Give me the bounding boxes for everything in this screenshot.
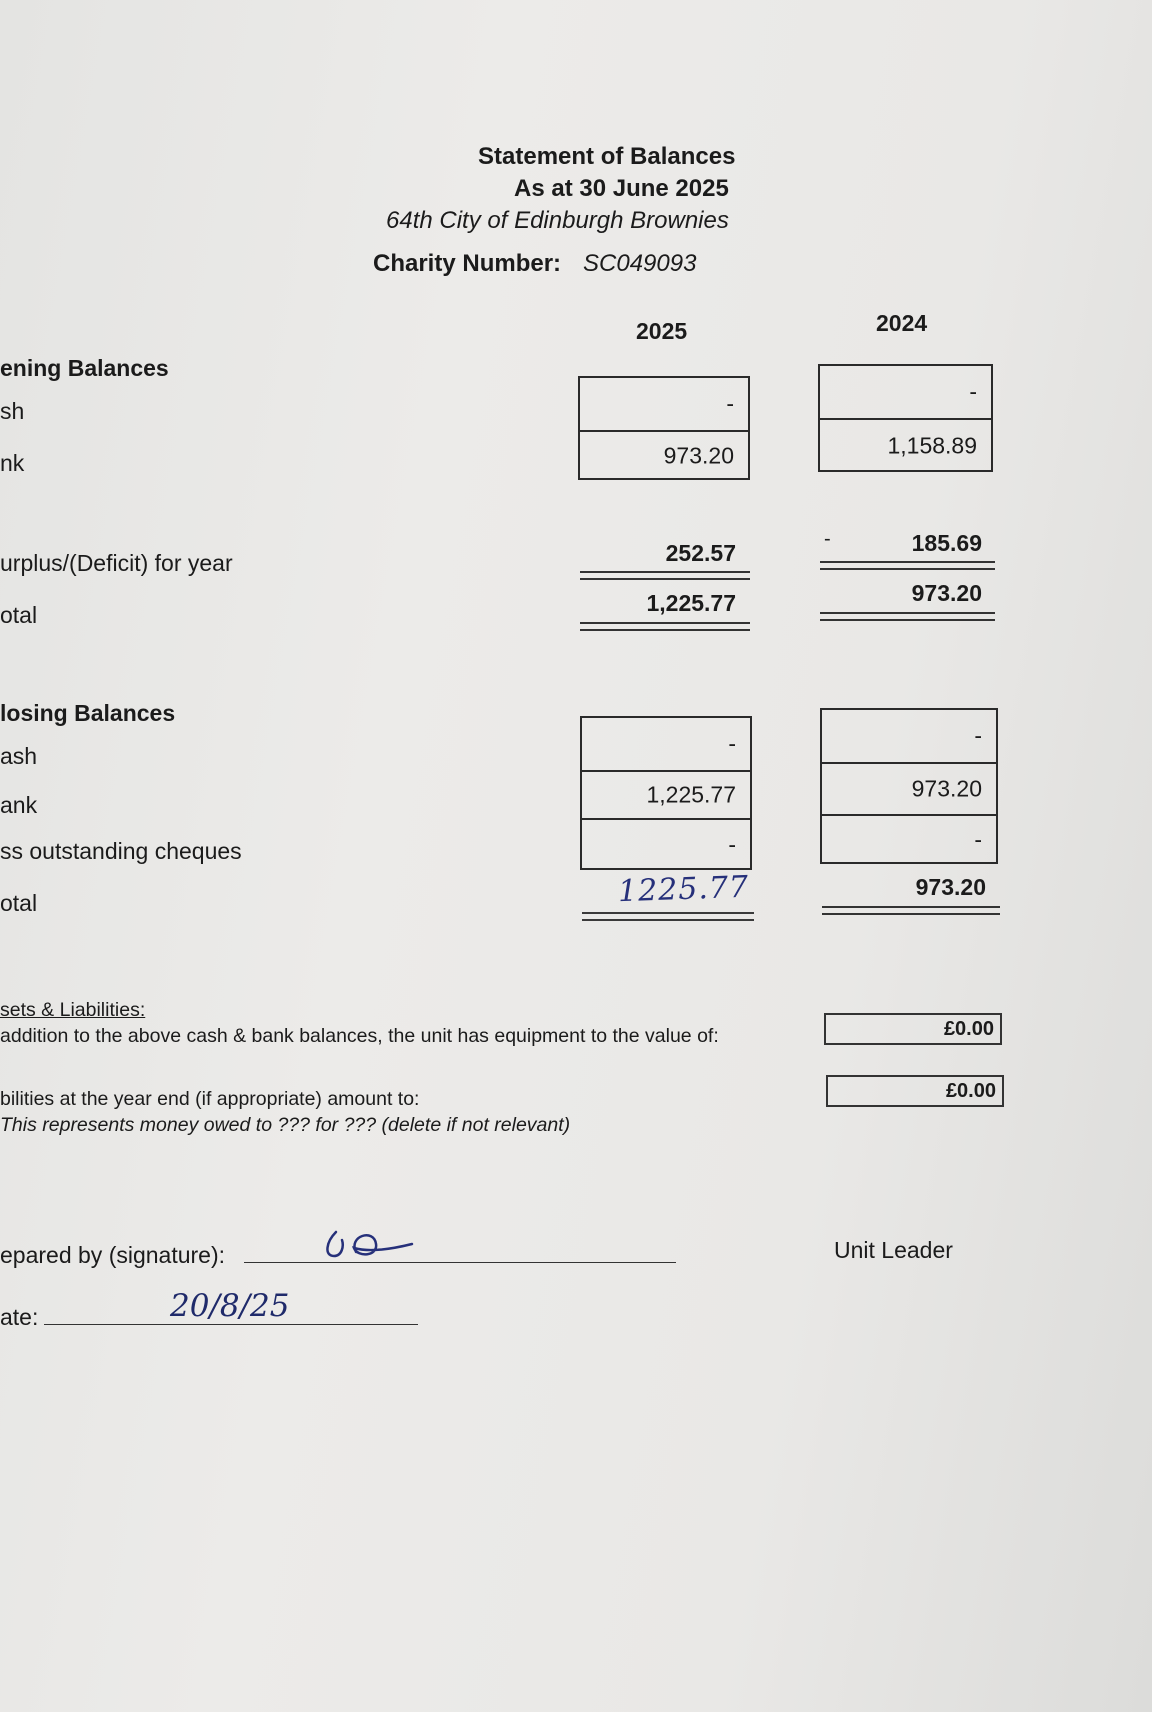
liabilities-text: bilities at the year end (if appropriate) amount to: [0,1088,420,1110]
closing-balances-heading: losing Balances [0,700,176,726]
opening-cash-label: sh [0,398,25,424]
surplus-2025-rule [580,571,750,580]
surplus-2024-sign: - [824,528,831,550]
prepared-by-label: epared by (signature): [0,1242,226,1268]
assets-liabilities-heading: sets & Liabilities: [0,999,146,1021]
closing-cheques-2024-cell: - [822,814,996,864]
closing-bank-label: ank [0,792,38,818]
date-handwritten: 20/8/25 [170,1288,290,1324]
surplus-total-2025-rule [580,622,750,631]
statement-title: Statement of Balances [478,143,736,170]
closing-total-2025-rule [582,912,754,921]
charity-number: SC049093 [583,250,697,277]
opening-bank-2024-cell: 1,158.89 [820,418,991,472]
closing-bank-2024-cell: 973.20 [822,762,996,814]
equipment-text: addition to the above cash & bank balances, the unit has equipment to the value of: [0,1025,719,1047]
closing-bank-2025-cell: 1,225.77 [582,770,750,818]
closing-cash-2025-cell: - [728,730,736,757]
equipment-value-box [824,1013,1002,1045]
closing-total-label: otal [0,890,38,916]
closing-cash-label: ash [0,743,38,769]
opening-bank-2025-cell: 973.20 [580,430,748,480]
surplus-total-2024-rule [820,612,995,621]
closing-cheques-label: ss outstanding cheques [0,838,242,864]
closing-total-2024: 973.20 [915,874,986,900]
liabilities-value: £0.00 [945,1080,996,1102]
surplus-total-2024: 973.20 [911,580,982,606]
organisation-name: 64th City of Edinburgh Brownies [386,207,729,234]
closing-total-2025-handwritten: 1225.77 [617,869,750,910]
opening-bank-label: nk [0,450,25,476]
year-heading-prior: 2024 [876,310,928,336]
charity-number-label: Charity Number: [373,250,562,277]
liabilities-value-box [826,1075,1004,1107]
closing-cash-2024-cell: - [974,722,982,749]
liabilities-note: This represents money owed to ??? for ??? (delete if not relevant) [0,1114,571,1136]
date-line [44,1324,418,1325]
surplus-label: urplus/(Deficit) for year [0,550,233,576]
surplus-2024-rule [820,561,995,570]
closing-cheques-2025-cell: - [582,818,750,870]
closing-2024-box [820,708,998,864]
opening-cash-2024-cell: - [969,378,977,405]
unit-leader-label: Unit Leader [834,1237,953,1263]
year-heading-current: 2025 [636,318,688,344]
opening-cash-2025-cell: - [726,390,734,417]
handwritten-signature [318,1222,450,1266]
surplus-2025: 252.57 [665,540,736,566]
closing-2025-box [580,716,752,870]
opening-2025-box [578,376,750,480]
equipment-value: £0.00 [943,1018,994,1040]
signature-line [244,1262,676,1263]
surplus-total-label: otal [0,602,38,628]
surplus-2024: 185.69 [911,530,982,556]
statement-date: As at 30 June 2025 [514,175,729,202]
opening-2024-box [818,364,993,472]
closing-total-2024-rule [822,906,1000,915]
surplus-total-2025: 1,225.77 [646,590,736,616]
date-label: ate: [0,1304,39,1330]
opening-balances-heading: ening Balances [0,355,169,381]
